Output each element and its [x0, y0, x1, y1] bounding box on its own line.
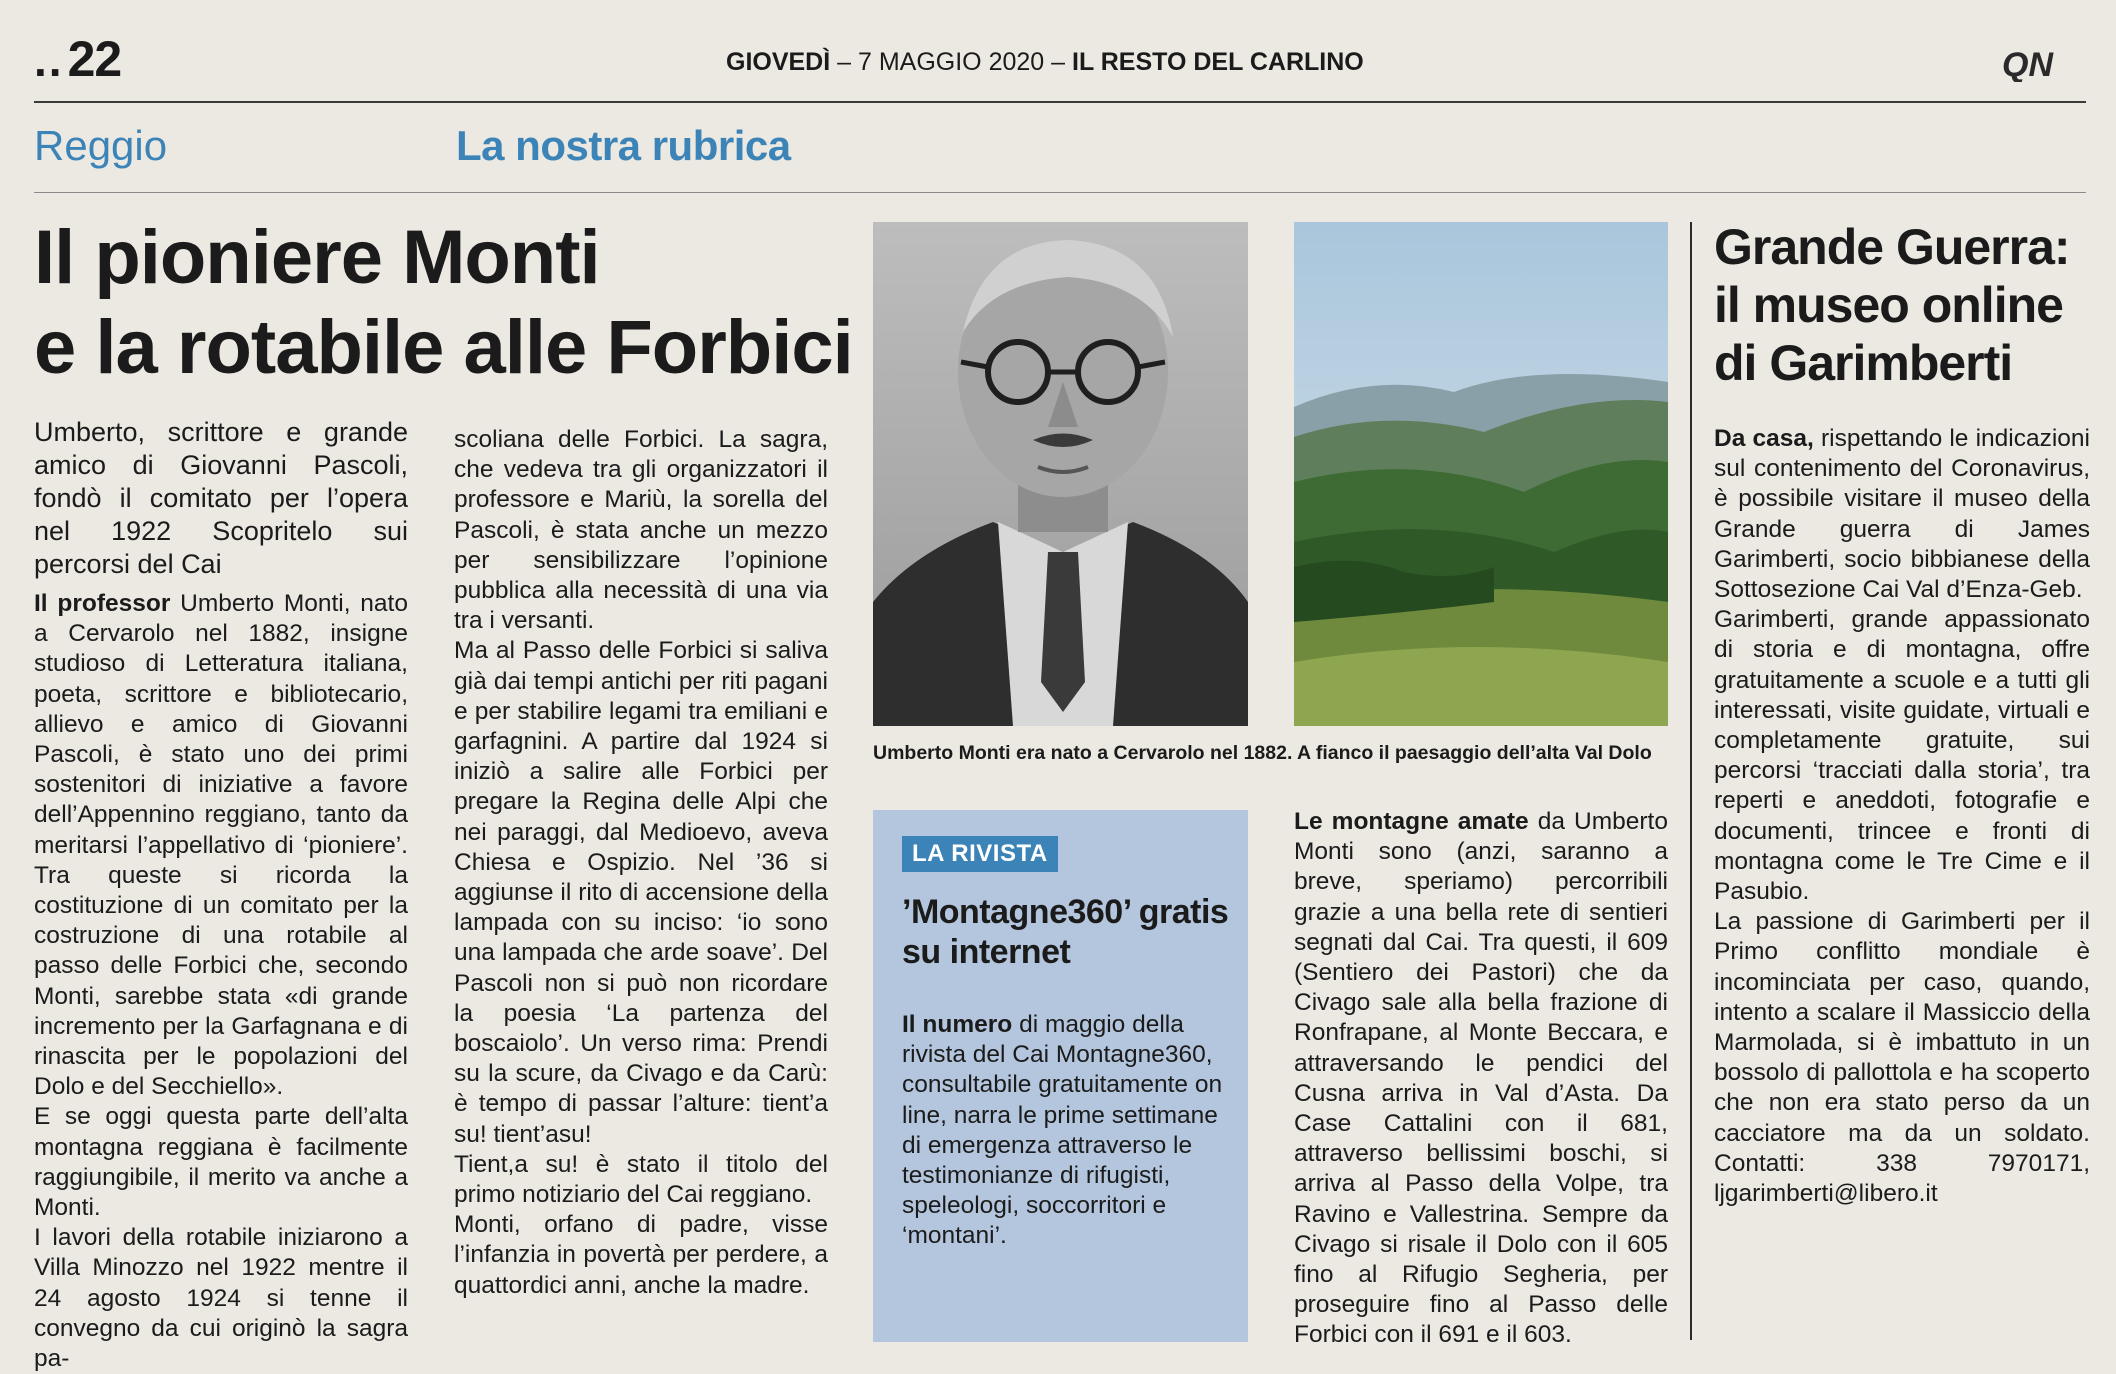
lead-bold: Da casa,	[1714, 425, 1814, 452]
article-column-2	[454, 425, 828, 1301]
article-paragraph: Garimberti, grande appassionato di storia e di montagna, offre gratuitamente a scuole e a tutti gli interessati, visite guidate, virtuali e completamente gratuite, sui percorsi ‘tracciati dalla storia’, tra reperti e aneddoti, fotografie e documenti, trincee e fronti di montagna come le Tre Cime e il Pasubio.	[1714, 606, 2090, 906]
rivista-title: ’Montagne360’ gratis su internet	[902, 893, 1229, 971]
column-divider	[1690, 222, 1692, 1340]
section-label: Reggio	[34, 122, 168, 169]
side-headline-line2: il museo online	[1714, 277, 2063, 333]
qn-logo	[2002, 46, 2088, 82]
article-paragraph: E se oggi questa parte dell’alta montagna reggiana è facilmente raggiungibile, il merito va anche a Monti.	[34, 1103, 408, 1222]
article-paragraph: Tient,a su! è stato il titolo del primo notiziario del Cai reggiano.	[454, 1150, 828, 1209]
landscape-photo	[1294, 222, 1668, 726]
article-paragraph: Le montagne amate da Umberto Monti sono (anzi, saranno a breve, speriamo) percorribili grazie a una bella rete di sentieri segnati dal Cai. Tra questi, il 609 (Sentiero dei Pastori) che da Civago sale alla bella frazione di Ronfrapane, al Monte Beccara, e attraversando le pendici del Cusna arriva in Val d’Asta. Da Case Cattalini con il 681, attraverso bellissimi boschi, si arriva al Passo della Volpe, tra Ravino e Vallestrina. Sempre da Civago si risale il Dolo con il 605 fino al Rifugio Segheria, per proseguire fino al Passo delle Forbici con il 691 e il 603.	[1294, 808, 1668, 1349]
article-paragraph: Ma al Passo delle Forbici si saliva già dai tempi antichi per riti pagani e per stabilire legami tra emiliani e garfagnini. A partire dal 1924 si iniziò a salire alle Forbici per pregare la Regina delle Alpi che nei paraggi, dal Medioevo, aveva Chiesa e Ospizio. Nel ’36 si aggiunse il rito di accensione della lampada con su inciso: ‘io sono una lampada che arde soave’. Del Pascoli non si può non ricordare la poesia ‘La partenza del boscaiolo’. Un verso rima: Prendi su la scure, da Civago e da Carù: è tempo di passar l’alture: tient’a su! tient’asu!	[454, 637, 828, 1148]
rivista-tag: LA RIVISTA	[902, 836, 1058, 872]
day: GIOVEDÌ	[726, 48, 831, 76]
article-column-1	[34, 416, 408, 1374]
main-headline-line2: e la rotabile alle Forbici	[34, 305, 853, 390]
article-column-3	[1294, 807, 1668, 1351]
svg-text:QN: QN	[2002, 46, 2053, 82]
article-paragraph: La passione di Garimberti per il Primo conflitto mondiale è incominciata per caso, quando, intento a scalare il Massiccio della Marmolada, si è imbattuto in un bossolo di pallottola e ha scoperto che non era stato perso da un cacciatore ma da un soldato. Contatti: 338 7970171, ljgarimberti@libero.it	[1714, 908, 2090, 1208]
side-headline-line3: di Garimberti	[1714, 335, 2013, 391]
lead-bold: Il professor	[34, 590, 171, 617]
dateline: GIOVEDÌ – 7 MAGGIO 2020 – IL RESTO DEL CARLINO	[726, 48, 1364, 76]
article-paragraph: Monti, orfano di padre, visse l’infanzia in povertà per perdere, a quattordici anni, anche la madre.	[454, 1211, 828, 1299]
section-rule	[34, 192, 2086, 193]
rubrica-label: La nostra rubrica	[456, 122, 791, 169]
side-article-text	[1714, 424, 2090, 1209]
lead-bold: Le montagne amate	[1294, 808, 1529, 835]
main-headline-line1: Il pioniere Monti	[34, 215, 600, 300]
article-intro: Umberto, scrittore e grande amico di Giovanni Pascoli, fondò il comitato per l’opera nel 1922 Scopritelo sui percorsi del Cai	[34, 417, 408, 579]
page-number: ..22	[34, 31, 122, 87]
newspaper-name: IL RESTO DEL CARLINO	[1072, 48, 1364, 76]
date: 7 MAGGIO 2020	[858, 48, 1045, 76]
rivista-text: Il numero di maggio della rivista del Cai Montagne360, consultabile gratuitamente on line, narra le prime settimane di emergenza attraverso le testimonianze di rifugisti, speleologi, soccorritori e ‘montani’.	[902, 1011, 1223, 1250]
article-paragraph: Da casa, rispettando le indicazioni sul contenimento del Coronavirus, è possibile visitare il museo della Grande guerra di James Garimberti, socio bibbianese della Sottosezione Cai Val d’Enza-Geb.	[1714, 425, 2090, 604]
article-paragraph: Il professor Umberto Monti, nato a Cervarolo nel 1882, insigne studioso di Letteratura italiana, poeta, scrittore e bibliotecario, allievo e amico di Giovanni Pascoli, è stato uno dei primi sostenitori di iniziative a favore dell’Appennino reggiano, tanto da meritarsi l’appellativo di ‘pioniere’. Tra queste si ricorda la costituzione di un comitato per la costruzione di una rotabile al passo delle Forbici che, secondo Monti, sarebbe stata «di grande incremento per la Garfagnana e di rinascita per le popolazioni del Dolo e del Secchiello».	[34, 590, 408, 1101]
side-headline-line1: Grande Guerra:	[1714, 219, 2070, 275]
header-rule	[34, 101, 2086, 103]
portrait-photo	[873, 222, 1248, 726]
photo-caption: Umberto Monti era nato a Cervarolo nel 1882. A fianco il paesaggio dell’alta Val Dolo	[873, 742, 1652, 764]
article-paragraph: I lavori della rotabile iniziarono a Villa Minozzo nel 1922 mentre il 24 agosto 1924 si tenne il convegno da cui originò la sagra pa-	[34, 1224, 408, 1373]
article-paragraph: scoliana delle Forbici. La sagra, che vedeva tra gli organizzatori il professore e Mariù, la sorella del Pascoli, è stata anche un mezzo per sensibilizzare l’opinione pubblica alla necessità di una via tra i versanti.	[454, 426, 828, 635]
